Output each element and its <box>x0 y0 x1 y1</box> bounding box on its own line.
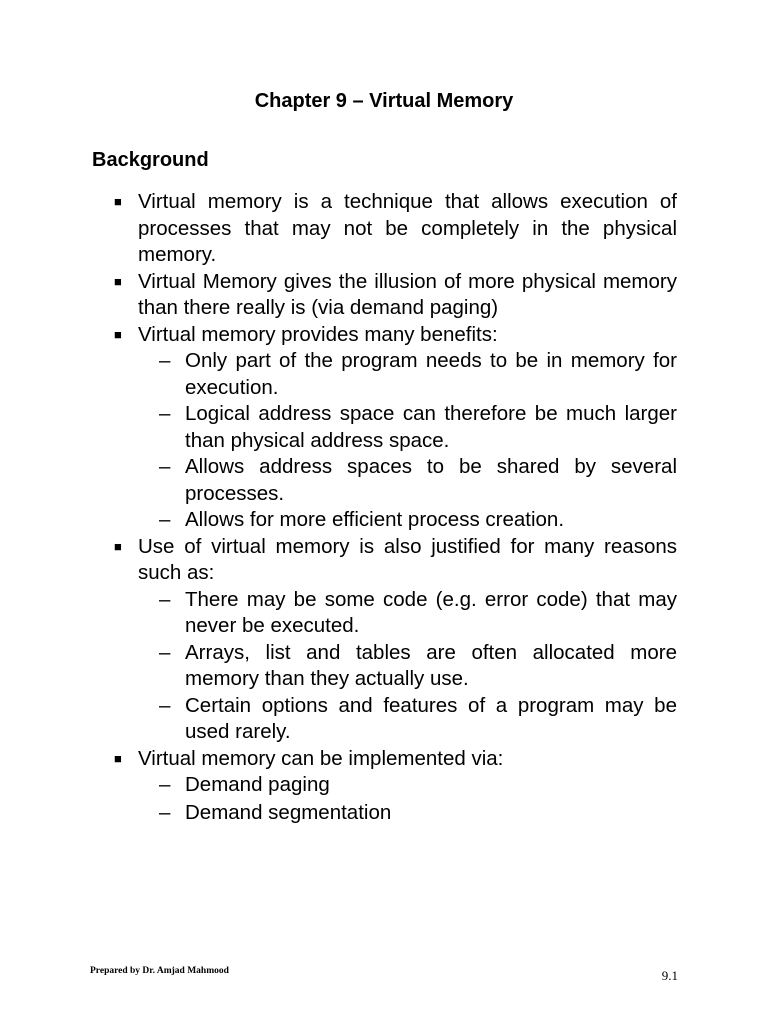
bullet-list <box>112 189 677 826</box>
sub-item <box>159 454 677 507</box>
dash-bullet-icon: – <box>159 640 171 664</box>
sub-item-text: Certain options and features of a program may be used rarely. <box>185 693 677 743</box>
bullet-item <box>112 189 677 269</box>
dash-bullet-icon: – <box>159 773 171 796</box>
sub-item-text: Only part of the program needs to be in memory for execution. <box>185 349 677 399</box>
square-bullet-icon: ■ <box>114 750 122 766</box>
bullet-text: Virtual Memory gives the illusion of more physical memory than there really is (via demand paging) <box>138 269 677 319</box>
square-bullet-icon: ■ <box>114 538 122 554</box>
bullet-item <box>112 269 677 322</box>
sub-item-text: Allows address spaces to be shared by several processes. <box>185 455 677 505</box>
sub-item <box>159 348 677 401</box>
sub-list <box>159 772 677 826</box>
dash-bullet-icon: – <box>159 402 171 425</box>
bullet-text: Virtual memory is a technique that allows execution of processes that may not be completely in the physical memory. <box>138 190 677 266</box>
dash-bullet-icon: – <box>159 508 171 531</box>
square-bullet-icon: ■ <box>114 273 122 289</box>
sub-list <box>159 587 677 746</box>
section-heading: Background <box>92 149 209 171</box>
footer-page-number: 9.1 <box>661 968 678 983</box>
bullet-item <box>112 322 677 349</box>
sub-item-text: Demand paging <box>185 773 330 796</box>
sub-item <box>159 587 677 640</box>
bullet-item <box>112 746 677 773</box>
bullet-text: Use of virtual memory is also justified for many reasons such as: <box>138 534 677 584</box>
dash-bullet-icon: – <box>159 800 171 824</box>
sub-item <box>159 401 677 454</box>
footer-author: Prepared by Dr. Amjad Mahmood <box>90 966 229 976</box>
bullet-text: Virtual memory provides many benefits: <box>138 322 498 346</box>
sub-item <box>159 772 677 799</box>
sub-item <box>159 640 677 693</box>
dash-bullet-icon: – <box>159 693 171 717</box>
bullet-text: Virtual memory can be implemented via: <box>138 746 504 770</box>
page-title: Chapter 9 – Virtual Memory <box>254 90 514 112</box>
sub-item <box>159 693 677 746</box>
sub-item-text: Demand segmentation <box>185 800 392 824</box>
dash-bullet-icon: – <box>159 455 171 478</box>
bullet-item <box>112 534 677 587</box>
sub-item-text: Logical address space can therefore be much larger than physical address space. <box>185 402 677 452</box>
sub-list <box>159 348 677 534</box>
square-bullet-icon: ■ <box>114 326 122 342</box>
sub-item-text: There may be some code (e.g. error code) that may never be executed. <box>185 587 677 637</box>
dash-bullet-icon: – <box>159 587 171 611</box>
sub-item-text: Allows for more efficient process creation. <box>185 508 565 531</box>
square-bullet-icon: ■ <box>114 194 122 209</box>
sub-item <box>159 507 677 534</box>
sub-item <box>159 800 677 827</box>
dash-bullet-icon: – <box>159 349 171 372</box>
sub-item-text: Arrays, list and tables are often allocated more memory than they actually use. <box>185 640 677 690</box>
